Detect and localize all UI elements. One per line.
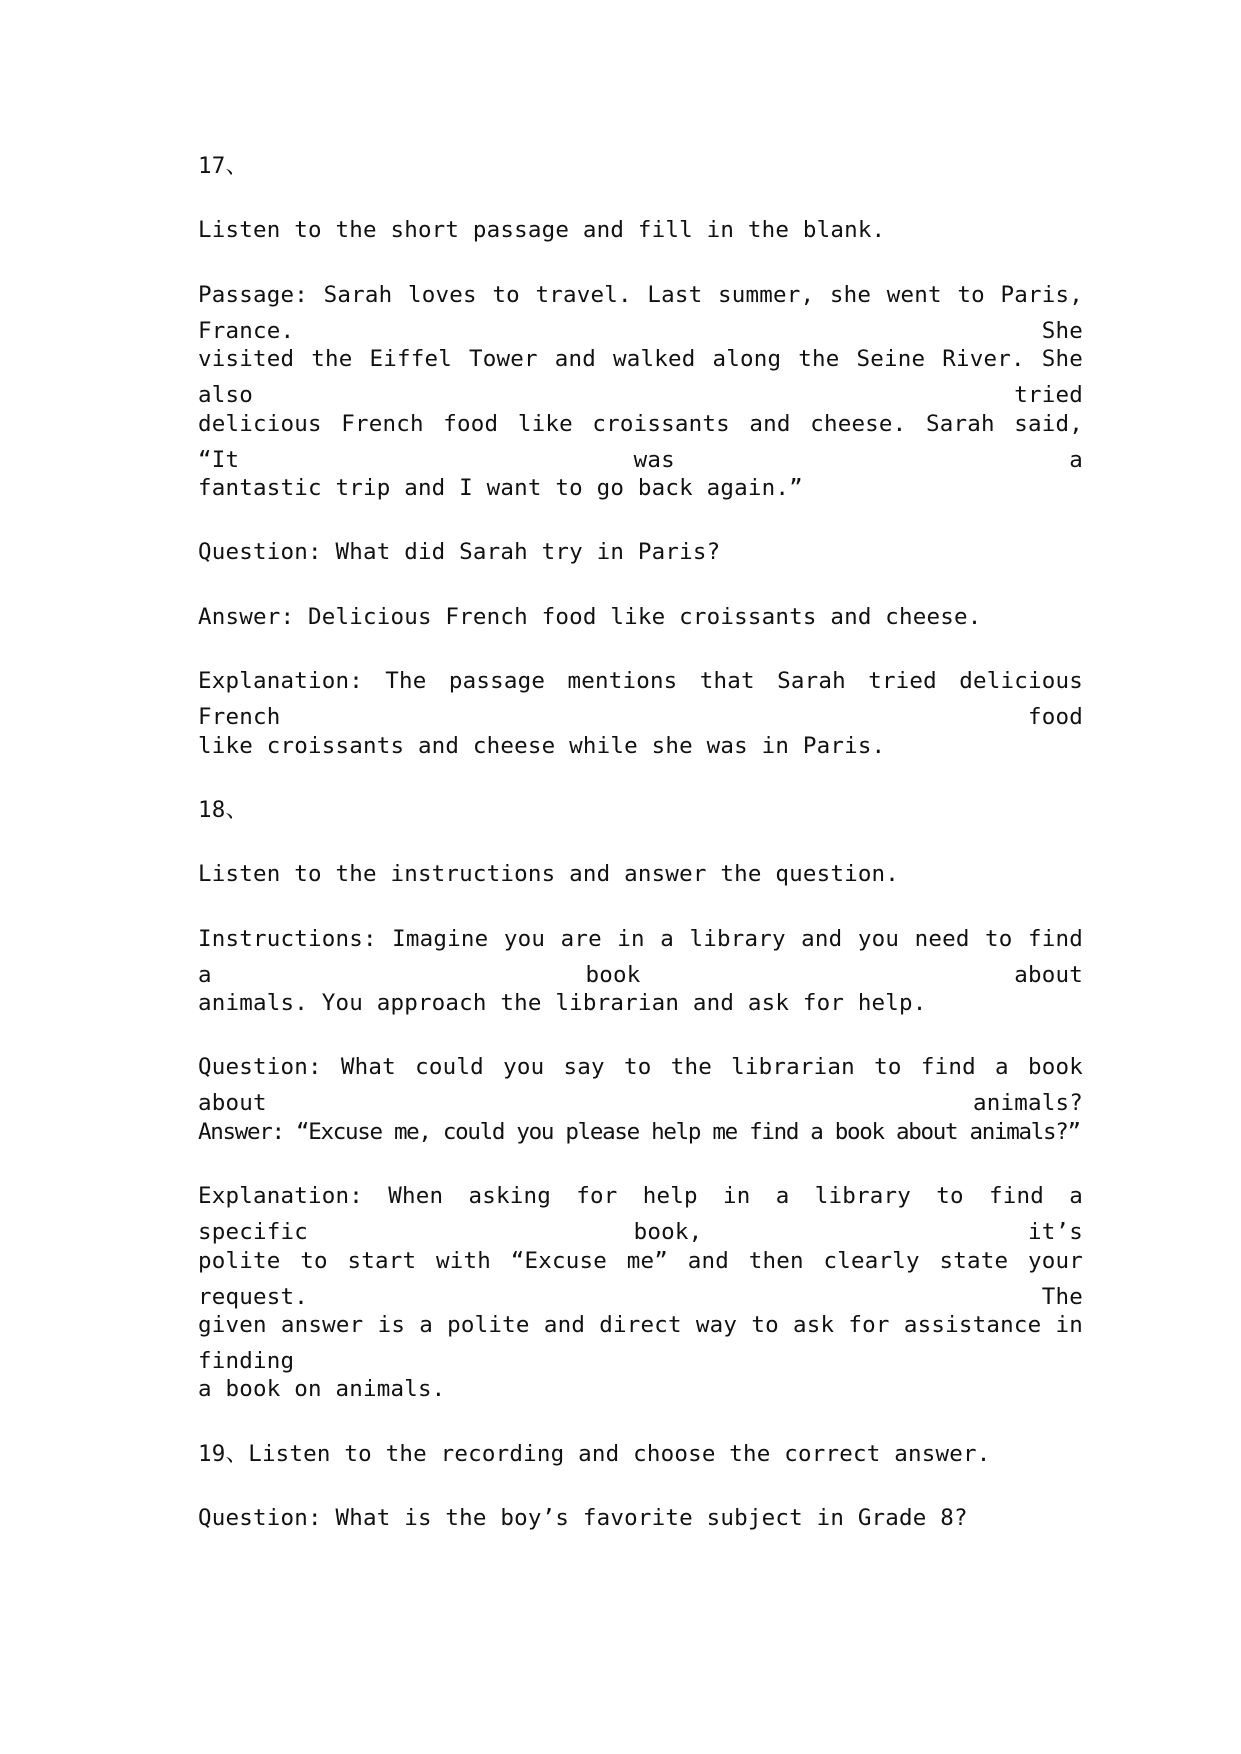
document-body [198,148,1083,1565]
question-18-number: 18、 [198,796,249,823]
question-18-explanation-line-1: Explanation: When asking for help in a library to find a specific book, it’s [198,1183,1083,1246]
instructions-line-1: Instructions: Imagine you are in a library and you need to find a book about [198,925,1083,988]
passage-line-3: delicious French food like croissants and cheese. Sarah said, “It was a [198,410,1083,473]
question-17-answer: Answer: Delicious French food like croissants and cheese. [198,603,982,630]
question-18-answer: Answer: “Excuse me, could you please help me find a book about animals?” [198,1118,1080,1145]
question-19-question: Question: What is the boy’s favorite subject in Grade 8? [198,1505,968,1532]
question-18-question: Question: What could you say to the librarian to find a book about animals? [198,1054,1083,1117]
passage-line-4: fantastic trip and I want to go back again.” [198,474,803,501]
question-17-instruction: Listen to the short passage and fill in the blank. [198,217,886,244]
question-18-explanation-line-2: polite to start with “Excuse me” and then clearly state your request. The [198,1247,1083,1310]
passage-line-2: visited the Eiffel Tower and walked along the Seine River. She also tried [198,346,1083,409]
question-17-explanation-line-2: like croissants and cheese while she was in Paris. [198,732,886,759]
question-17-explanation-line-1: Explanation: The passage mentions that Sarah tried delicious French food [198,668,1083,731]
question-17-number: 17、 [198,153,249,179]
question-17-question: Question: What did Sarah try in Paris? [198,539,721,566]
instructions-line-2: animals. You approach the librarian and ask for help. [198,990,927,1017]
question-19-instruction: 19、Listen to the recording and choose the correct answer. [198,1440,991,1467]
question-18-explanation-line-4: a book on animals. [198,1376,446,1403]
question-18-instruction: Listen to the instructions and answer the question. [198,861,900,888]
passage-line-1: Passage: Sarah loves to travel. Last summer, she went to Paris, France. She [198,281,1083,344]
question-18-explanation-line-3: given answer is a polite and direct way to ask for assistance in finding [198,1312,1083,1375]
